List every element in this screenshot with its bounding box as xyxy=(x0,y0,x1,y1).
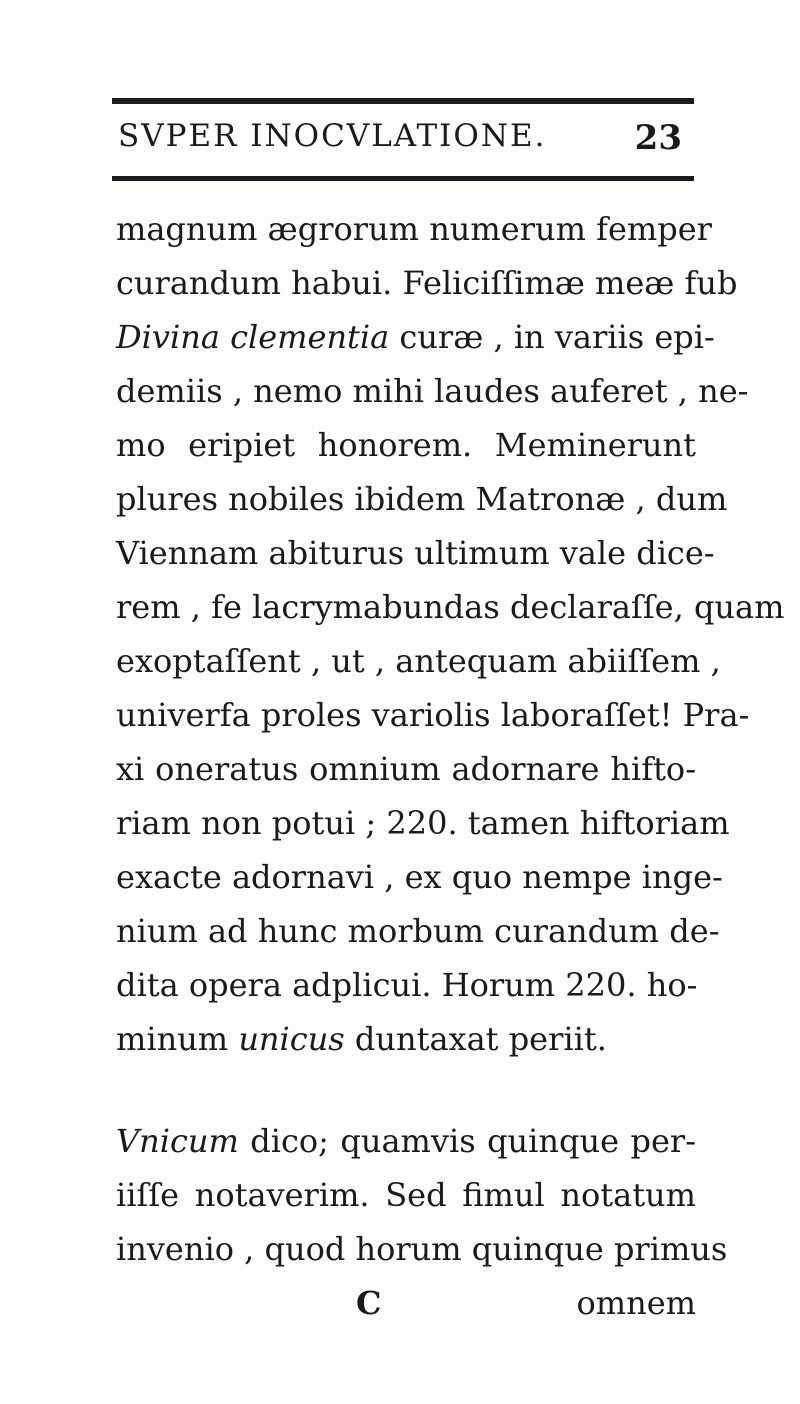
text-line-14: nium ad hunc morbum curandum de- xyxy=(116,912,720,950)
paragraph-gap xyxy=(116,1066,696,1114)
header-rule-top xyxy=(112,98,694,104)
text-line-16-rest: duntaxat periit. xyxy=(344,1020,607,1058)
text-line-3-rest: curæ , in variis epi- xyxy=(389,318,715,356)
text-line-1: magnum ægrorum numerum femper xyxy=(116,210,712,248)
catch-line xyxy=(116,1276,696,1330)
para2-line-1-rest: dico; quamvis quinque per- xyxy=(238,1122,696,1160)
header-rule-bottom xyxy=(112,176,694,181)
body-text xyxy=(116,202,785,1330)
text-line-15: dita opera adplicui. Horum 220. ho- xyxy=(116,966,698,1004)
text-line-9: exoptaſſent , ut , antequam abiiſſem , xyxy=(116,642,721,680)
text-line-5: mo eripiet honorem. Meminerunt xyxy=(116,426,696,464)
text-line-7: Viennam abiturus ultimum vale dice- xyxy=(116,534,715,572)
para2-line-1 xyxy=(116,1114,696,1168)
para2-line-3: invenio , quod horum quinque primus xyxy=(116,1230,728,1268)
italic-vnicum: Vnicum xyxy=(116,1122,239,1160)
catchword: omnem xyxy=(576,1284,696,1322)
text-line-4: demiis , nemo mihi laudes auferet , ne- xyxy=(116,372,749,410)
text-line-6: plures nobiles ibidem Matronæ , dum xyxy=(116,480,728,518)
italic-divina-clementia: Divina clementia xyxy=(116,318,390,356)
text-line-2: curandum habui. Feliciſſimæ meæ fub xyxy=(116,264,738,302)
para2-line-2: iiſſe notaverim. Sed fimul notatum xyxy=(116,1176,696,1214)
text-line-16 xyxy=(116,1012,696,1066)
running-head xyxy=(112,112,694,162)
text-line-11: xi oneratus omnium adornare hifto- xyxy=(116,750,696,788)
running-title: SVPER INOCVLATIONE. xyxy=(118,118,547,154)
page-number: 23 xyxy=(634,118,682,158)
text-line-16-start: minum xyxy=(116,1020,229,1058)
italic-unicus: unicus xyxy=(238,1020,345,1058)
text-line-10: univerfa proles variolis laboraſſet! Pra- xyxy=(116,696,750,734)
text-line-13: exacte adornavi , ex quo nempe inge- xyxy=(116,858,723,896)
signature-mark: C xyxy=(356,1284,382,1322)
text-line-3 xyxy=(116,310,715,364)
text-line-8: rem , fe lacrymabundas declaraſſe, quam xyxy=(116,588,785,626)
text-line-12: riam non potui ; 220. tamen hiftoriam xyxy=(116,804,730,842)
